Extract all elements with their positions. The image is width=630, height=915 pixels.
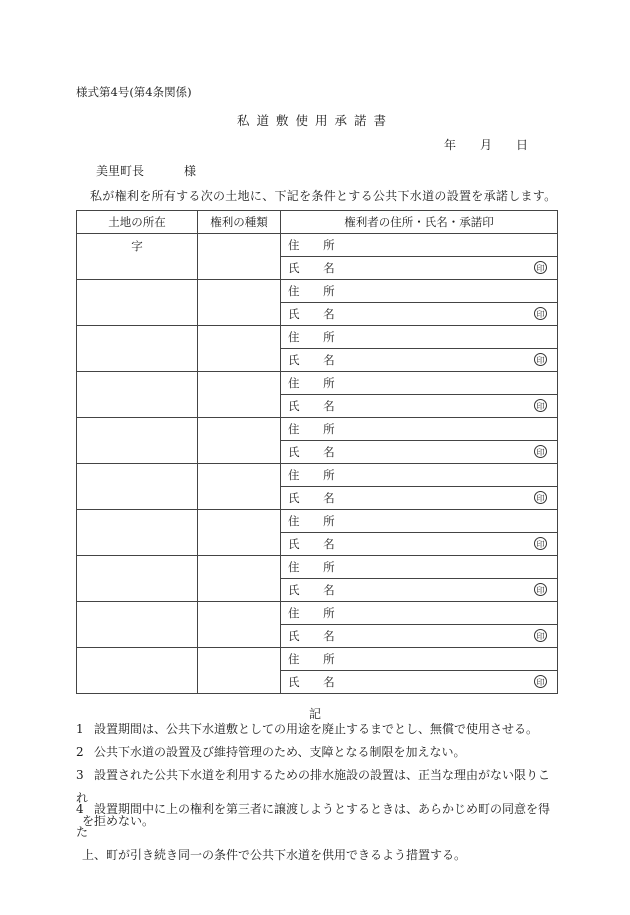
land-location-cell[interactable] xyxy=(77,418,198,464)
name-label: 氏 名 xyxy=(288,629,345,643)
holder-name-cell[interactable] xyxy=(281,625,558,648)
land-location-cell[interactable] xyxy=(77,510,198,556)
date-year: 年 xyxy=(444,138,457,152)
seal-icon: 印 xyxy=(534,399,547,412)
table-row xyxy=(77,556,558,579)
land-location-cell[interactable] xyxy=(77,648,198,694)
right-type-cell[interactable] xyxy=(198,234,281,280)
seal-icon: 印 xyxy=(534,353,547,366)
rights-table xyxy=(76,210,558,694)
condition-number: 2 xyxy=(76,745,84,759)
addressee-honorific: 様 xyxy=(184,164,197,178)
right-type-cell[interactable] xyxy=(198,602,281,648)
seal-icon: 印 xyxy=(534,445,547,458)
seal-icon: 印 xyxy=(534,261,547,274)
condition-text: 設置期間中に上の権利を第三者に譲渡しようとするときは、あらかじめ町の同意を得た xyxy=(76,802,551,839)
holder-address-cell[interactable] xyxy=(281,326,558,349)
land-location-cell[interactable] xyxy=(77,464,198,510)
condition-number: 3 xyxy=(76,768,84,782)
name-label: 氏 名 xyxy=(288,353,345,367)
right-type-cell[interactable] xyxy=(198,556,281,602)
table-body xyxy=(77,234,558,694)
header-holder: 権利者の住所・氏名・承諾印 xyxy=(281,211,558,234)
land-location-cell[interactable] xyxy=(77,556,198,602)
holder-name-cell[interactable] xyxy=(281,487,558,510)
condition-item xyxy=(76,798,561,867)
condition-item xyxy=(76,741,561,764)
addressee-name: 美里町長 xyxy=(96,164,145,178)
seal-icon: 印 xyxy=(534,537,547,550)
date-month: 月 xyxy=(480,138,493,152)
holder-address-cell[interactable] xyxy=(281,280,558,303)
condition-continuation: 上、町が引き続き同一の条件で公共下水道を供用できるよう措置する。 xyxy=(82,848,467,862)
holder-address-cell[interactable] xyxy=(281,234,558,257)
right-type-cell[interactable] xyxy=(198,510,281,556)
right-type-cell[interactable] xyxy=(198,280,281,326)
land-location-cell[interactable] xyxy=(77,372,198,418)
right-type-cell[interactable] xyxy=(198,326,281,372)
address-label: 住 所 xyxy=(288,422,345,436)
holder-name-cell[interactable] xyxy=(281,533,558,556)
condition-number: 1 xyxy=(76,722,84,736)
condition-item xyxy=(76,718,561,741)
address-label: 住 所 xyxy=(288,606,345,620)
date-line xyxy=(444,136,528,153)
table-row xyxy=(77,510,558,533)
table-row xyxy=(77,418,558,441)
right-type-cell[interactable] xyxy=(198,648,281,694)
date-day: 日 xyxy=(516,138,529,152)
table-row xyxy=(77,234,558,257)
address-label: 住 所 xyxy=(288,376,345,390)
name-label: 氏 名 xyxy=(288,307,345,321)
seal-icon: 印 xyxy=(534,629,547,642)
address-label: 住 所 xyxy=(288,238,345,252)
seal-icon: 印 xyxy=(534,583,547,596)
holder-name-cell[interactable] xyxy=(281,257,558,280)
name-label: 氏 名 xyxy=(288,583,345,597)
holder-address-cell[interactable] xyxy=(281,464,558,487)
land-location-cell[interactable] xyxy=(77,280,198,326)
seal-icon: 印 xyxy=(534,307,547,320)
name-label: 氏 名 xyxy=(288,399,345,413)
condition-number: 4 xyxy=(76,802,84,816)
holder-name-cell[interactable] xyxy=(281,441,558,464)
holder-address-cell[interactable] xyxy=(281,602,558,625)
header-location: 土地の所在 xyxy=(77,211,198,234)
table-header-row xyxy=(77,211,558,234)
holder-address-cell[interactable] xyxy=(281,372,558,395)
name-label: 氏 名 xyxy=(288,491,345,505)
conditions-heading: 記 xyxy=(308,707,321,721)
condition-text: 公共下水道の設置及び維持管理のため、支障となる制限を加えない。 xyxy=(94,745,466,759)
addressee xyxy=(96,162,196,179)
right-type-cell[interactable] xyxy=(198,372,281,418)
table-row xyxy=(77,372,558,395)
name-label: 氏 名 xyxy=(288,445,345,459)
land-location-cell[interactable] xyxy=(77,602,198,648)
name-label: 氏 名 xyxy=(288,675,345,689)
holder-name-cell[interactable] xyxy=(281,671,558,694)
holder-address-cell[interactable] xyxy=(281,556,558,579)
address-label: 住 所 xyxy=(288,468,345,482)
form-number: 様式第4号(第4条関係) xyxy=(76,85,192,99)
holder-address-cell[interactable] xyxy=(281,418,558,441)
holder-name-cell[interactable] xyxy=(281,349,558,372)
right-type-cell[interactable] xyxy=(198,464,281,510)
header-right-type: 権利の種類 xyxy=(198,211,281,234)
land-location-cell[interactable]: 字 xyxy=(77,234,198,280)
seal-icon: 印 xyxy=(534,491,547,504)
table-row xyxy=(77,602,558,625)
table-row xyxy=(77,648,558,671)
condition-text: 設置期間は、公共下水道敷としての用途を廃止するまでとし、無償で使用させる。 xyxy=(94,722,539,736)
table-row xyxy=(77,464,558,487)
address-label: 住 所 xyxy=(288,560,345,574)
table-row xyxy=(77,326,558,349)
document-title: 私道敷使用承諾書 xyxy=(236,113,393,128)
address-label: 住 所 xyxy=(288,284,345,298)
right-type-cell[interactable] xyxy=(198,418,281,464)
condition-text: 設置された公共下水道を利用するための排水施設の設置は、正当な理由がない限りこれ xyxy=(76,768,551,805)
holder-name-cell[interactable] xyxy=(281,303,558,326)
address-label: 住 所 xyxy=(288,514,345,528)
land-location-cell[interactable] xyxy=(77,326,198,372)
seal-icon: 印 xyxy=(534,675,547,688)
condition-continuation: を拒めない。 xyxy=(82,814,155,828)
name-label: 氏 名 xyxy=(288,261,345,275)
holder-name-cell[interactable] xyxy=(281,395,558,418)
holder-address-cell[interactable] xyxy=(281,648,558,671)
name-label: 氏 名 xyxy=(288,537,345,551)
table-row xyxy=(77,280,558,303)
address-label: 住 所 xyxy=(288,652,345,666)
holder-name-cell[interactable] xyxy=(281,579,558,602)
intro-text: 私が権利を所有する次の土地に、下記を条件とする公共下水道の設置を承諾します。 xyxy=(90,189,557,203)
holder-address-cell[interactable] xyxy=(281,510,558,533)
address-label: 住 所 xyxy=(288,330,345,344)
